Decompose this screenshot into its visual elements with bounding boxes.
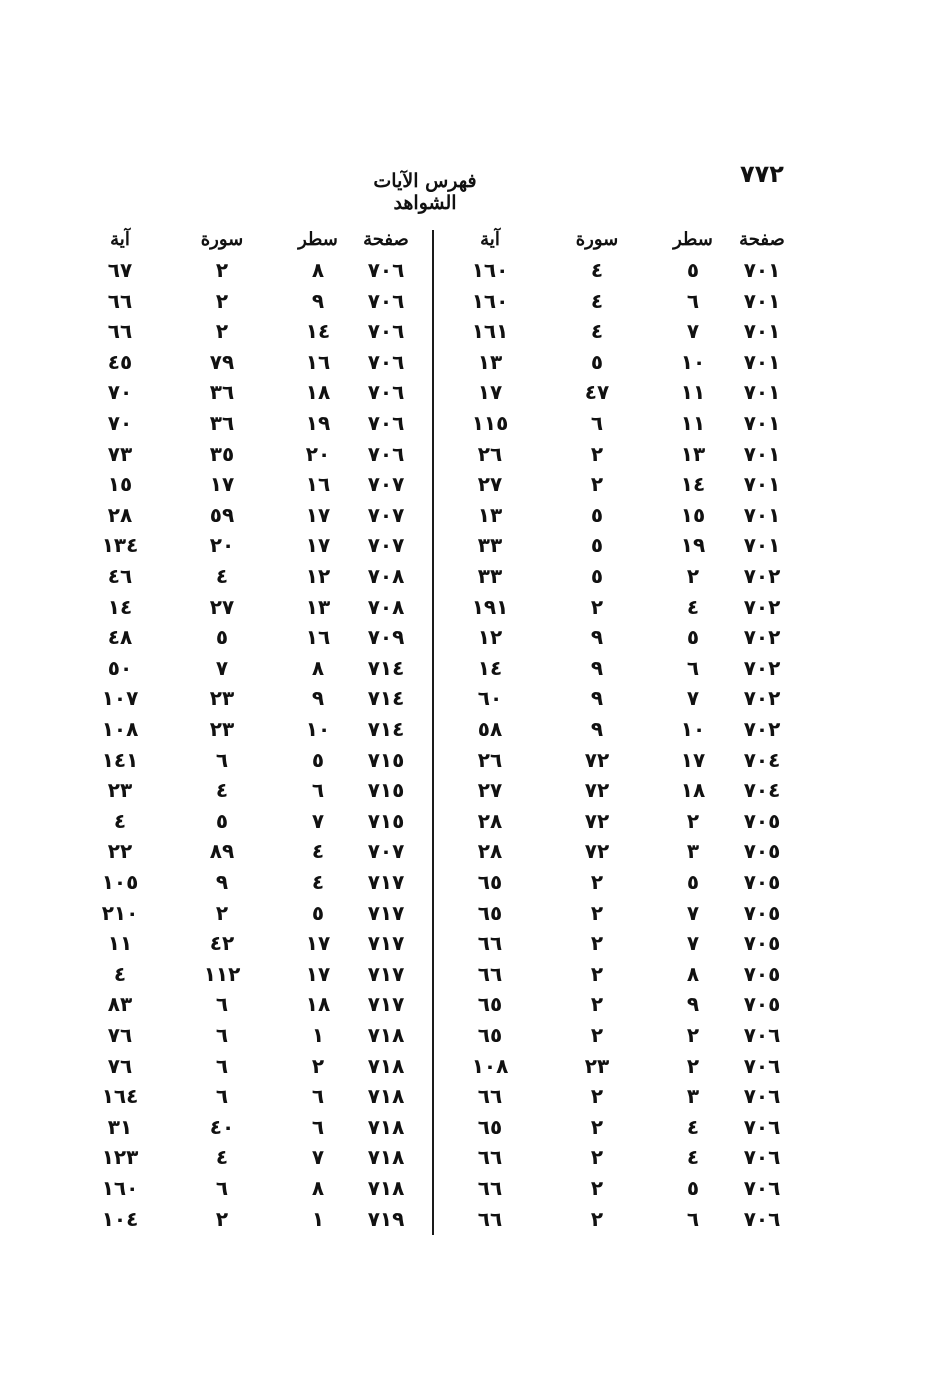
left-table-cell-surah: ١٧ bbox=[209, 472, 235, 497]
right-table-cell-page: ٧٠٦ bbox=[743, 1176, 781, 1200]
left-table-cell-ayah: ٢٨ bbox=[107, 502, 133, 527]
right-table-cell-page: ٧٠١ bbox=[743, 441, 781, 466]
right-table-cell-surah: ٢ bbox=[590, 1114, 604, 1139]
left-table-cell-surah: ٣٥ bbox=[209, 441, 235, 466]
right-table-cell-surah: ٢٣ bbox=[584, 1053, 610, 1078]
right-table-cell-page: ٧٠٦ bbox=[743, 1023, 781, 1047]
left-table-cell-surah: ٨٩ bbox=[209, 839, 235, 864]
right-table-cell-ayah: ٦٦ bbox=[477, 961, 503, 986]
left-table-cell-ayah: ٢١٠ bbox=[101, 900, 139, 925]
right-table-cell-line: ٦ bbox=[686, 1206, 700, 1231]
right-table-cell-surah: ٢ bbox=[590, 472, 604, 497]
left-table-cell-page: ٧١٤ bbox=[367, 717, 405, 741]
right-table-cell-ayah: ٢٧ bbox=[477, 778, 503, 803]
left-table-cell-ayah: ١٣٤ bbox=[101, 533, 139, 558]
right-table-cell-ayah: ٢٨ bbox=[477, 808, 503, 833]
right-table-cell-surah: ٢ bbox=[590, 870, 604, 894]
left-table-cell-surah: ٢ bbox=[215, 900, 229, 925]
right-table-cell-surah: ٤ bbox=[590, 288, 604, 313]
right-table-header-surah: سورة bbox=[575, 229, 619, 250]
left-table-cell-ayah: ٦٦ bbox=[107, 319, 133, 344]
right-table-cell-ayah: ١٤ bbox=[477, 655, 503, 680]
left-table-cell-line: ١٩ bbox=[305, 411, 331, 435]
left-table-cell-surah: ٢ bbox=[215, 319, 229, 344]
page-title: فهرس الآيات الشواهد bbox=[373, 170, 477, 214]
left-table-cell-page: ٧٠٧ bbox=[367, 502, 405, 527]
right-table-cell-ayah: ٥٨ bbox=[477, 717, 503, 741]
left-table-cell-page: ٧١٨ bbox=[367, 1114, 405, 1139]
left-table-cell-page: ٧٠٧ bbox=[367, 472, 405, 497]
right-table-cell-surah: ٢ bbox=[590, 1023, 604, 1047]
right-table-cell-ayah: ٢٦ bbox=[477, 747, 503, 772]
left-table-cell-page: ٧١٨ bbox=[367, 1084, 405, 1109]
left-table-cell-surah: ٦ bbox=[215, 747, 229, 772]
left-table-cell-line: ٨ bbox=[311, 1176, 325, 1200]
left-table-cell-surah: ٦ bbox=[215, 1176, 229, 1200]
left-table-cell-surah: ٢ bbox=[215, 1206, 229, 1231]
left-table-cell-line: ٦ bbox=[311, 778, 325, 803]
right-table-cell-surah: ٥ bbox=[590, 533, 604, 558]
right-table-cell-surah: ٤٧ bbox=[584, 380, 610, 405]
left-table-cell-surah: ٤٢ bbox=[209, 931, 235, 956]
left-table-header-surah: سورة bbox=[200, 229, 244, 250]
left-table-cell-surah: ٢٣ bbox=[209, 717, 235, 741]
left-table-cell-surah: ٢ bbox=[215, 258, 229, 282]
right-table-cell-line: ٢ bbox=[686, 808, 700, 833]
left-table-cell-ayah: ٦٧ bbox=[107, 258, 133, 282]
left-table-cell-page: ٧١٨ bbox=[367, 1145, 405, 1170]
left-table-cell-page: ٧٠٦ bbox=[367, 319, 405, 344]
right-table-cell-page: ٧٠٢ bbox=[743, 564, 781, 588]
right-table-cell-surah: ٢ bbox=[590, 1084, 604, 1109]
left-table-cell-line: ٨ bbox=[311, 655, 325, 680]
right-table-cell-surah: ٧٢ bbox=[584, 778, 610, 803]
right-table-cell-page: ٧٠١ bbox=[743, 319, 781, 344]
left-table-cell-surah: ٤ bbox=[215, 778, 229, 803]
left-table-cell-line: ١ bbox=[311, 1023, 325, 1047]
left-table-cell-line: ١٠ bbox=[305, 717, 331, 741]
left-table-cell-page: ٧٠٧ bbox=[367, 839, 405, 864]
right-table-cell-page: ٧٠٥ bbox=[743, 839, 781, 864]
right-table-cell-line: ١١ bbox=[680, 380, 706, 405]
left-table-cell-surah: ٤٠ bbox=[209, 1114, 235, 1139]
left-table-cell-page: ٧١٥ bbox=[367, 778, 405, 803]
right-table-cell-line: ٢ bbox=[686, 1053, 700, 1078]
right-table-cell-page: ٧٠٥ bbox=[743, 931, 781, 956]
right-table-cell-ayah: ١٧ bbox=[477, 380, 503, 405]
right-table-cell-line: ١٠ bbox=[680, 349, 706, 374]
right-table-cell-page: ٧٠١ bbox=[743, 258, 781, 282]
right-table-cell-surah: ٢ bbox=[590, 1176, 604, 1200]
right-table-cell-surah: ٩ bbox=[590, 655, 604, 680]
right-table-cell-line: ١٠ bbox=[680, 717, 706, 741]
right-table-cell-ayah: ١٣ bbox=[477, 502, 503, 527]
right-table-cell-page: ٧٠٦ bbox=[743, 1053, 781, 1078]
right-table-cell-surah: ٤ bbox=[590, 258, 604, 282]
left-table-cell-ayah: ١٦٠ bbox=[101, 1176, 139, 1200]
left-table-cell-page: ٧١٨ bbox=[367, 1176, 405, 1200]
right-table-cell-page: ٧٠٢ bbox=[743, 655, 781, 680]
left-table-cell-surah: ٩ bbox=[215, 870, 229, 894]
right-table-cell-line: ٤ bbox=[686, 1114, 700, 1139]
left-table-cell-ayah: ١٢٣ bbox=[101, 1145, 139, 1170]
right-table-cell-ayah: ١٦١ bbox=[471, 319, 509, 344]
right-table-cell-page: ٧٠٤ bbox=[743, 747, 781, 772]
left-table-cell-page: ٧٠٦ bbox=[367, 288, 405, 313]
right-table-cell-ayah: ٣٣ bbox=[477, 564, 503, 588]
right-table-header-line: سطر bbox=[673, 229, 713, 250]
left-table-cell-line: ٩ bbox=[311, 686, 325, 711]
left-table-cell-surah: ٤ bbox=[215, 564, 229, 588]
left-table-cell-page: ٧٠٨ bbox=[367, 564, 405, 588]
left-table-cell-page: ٧٠٦ bbox=[367, 411, 405, 435]
right-table-cell-page: ٧٠٦ bbox=[743, 1145, 781, 1170]
left-table-cell-page: ٧٠٩ bbox=[367, 625, 405, 650]
left-table-cell-surah: ٥ bbox=[215, 625, 229, 650]
left-table-header-ayah: آية bbox=[110, 229, 130, 250]
left-table-cell-ayah: ١٦٤ bbox=[101, 1084, 139, 1109]
left-table-cell-ayah: ١٠٨ bbox=[101, 717, 139, 741]
right-table-cell-line: ٧ bbox=[686, 319, 700, 344]
left-table-cell-ayah: ١٥ bbox=[107, 472, 133, 497]
right-table-cell-surah: ٢ bbox=[590, 900, 604, 925]
right-table-cell-surah: ٢ bbox=[590, 441, 604, 466]
right-table-cell-surah: ٢ bbox=[590, 1206, 604, 1231]
left-table-cell-line: ٩ bbox=[311, 288, 325, 313]
right-table-cell-ayah: ٢٦ bbox=[477, 441, 503, 466]
left-table-cell-page: ٧٠٨ bbox=[367, 594, 405, 619]
left-table-cell-page: ٧١٨ bbox=[367, 1023, 405, 1047]
left-table-cell-surah: ٦ bbox=[215, 992, 229, 1017]
left-table-cell-page: ٧٠٦ bbox=[367, 258, 405, 282]
left-table-cell-line: ١٨ bbox=[305, 992, 331, 1017]
left-table-cell-line: ٤ bbox=[311, 839, 325, 864]
right-table-cell-ayah: ١١٥ bbox=[471, 411, 509, 435]
right-table-cell-line: ٥ bbox=[686, 870, 700, 894]
right-table-cell-surah: ٤ bbox=[590, 319, 604, 344]
right-table-cell-surah: ٢ bbox=[590, 931, 604, 956]
right-table-cell-ayah: ١٦٠ bbox=[471, 288, 509, 313]
left-table-cell-ayah: ١٤١ bbox=[101, 747, 139, 772]
right-table-cell-line: ٣ bbox=[686, 1084, 700, 1109]
left-table-cell-line: ٥ bbox=[311, 747, 325, 772]
left-table-cell-ayah: ٤ bbox=[113, 961, 127, 986]
left-table-cell-ayah: ٨٣ bbox=[107, 992, 133, 1017]
right-table-cell-line: ٦ bbox=[686, 655, 700, 680]
left-table-cell-surah: ١١٢ bbox=[203, 961, 241, 986]
right-table-cell-ayah: ١٠٨ bbox=[471, 1053, 509, 1078]
right-table-cell-page: ٧٠١ bbox=[743, 380, 781, 405]
right-table-cell-page: ٧٠٢ bbox=[743, 717, 781, 741]
right-table-cell-line: ٥ bbox=[686, 1176, 700, 1200]
left-table-cell-line: ٦ bbox=[311, 1114, 325, 1139]
right-table-header-page: صفحة bbox=[739, 229, 785, 250]
right-table-cell-ayah: ١٦٠ bbox=[471, 258, 509, 282]
right-table-cell-page: ٧٠١ bbox=[743, 288, 781, 313]
right-table-cell-page: ٧٠٥ bbox=[743, 992, 781, 1017]
right-table-cell-ayah: ٦٦ bbox=[477, 1084, 503, 1109]
right-table-cell-surah: ٩ bbox=[590, 625, 604, 650]
left-table-cell-line: ١٧ bbox=[305, 931, 331, 956]
left-table-cell-ayah: ١٠٥ bbox=[101, 870, 139, 894]
left-table-cell-page: ٧١٧ bbox=[367, 992, 405, 1017]
left-table-cell-page: ٧٠٦ bbox=[367, 349, 405, 374]
right-table-cell-page: ٧٠١ bbox=[743, 411, 781, 435]
left-table-cell-line: ١٧ bbox=[305, 961, 331, 986]
left-table-cell-line: ١٢ bbox=[305, 564, 331, 588]
right-table-cell-line: ٢ bbox=[686, 564, 700, 588]
left-table-cell-surah: ٥٩ bbox=[209, 502, 235, 527]
right-table-cell-ayah: ٦٥ bbox=[477, 900, 503, 925]
right-table-cell-line: ٩ bbox=[686, 992, 700, 1017]
left-table-cell-line: ١٨ bbox=[305, 380, 331, 405]
right-table-cell-line: ٧ bbox=[686, 931, 700, 956]
left-table-cell-ayah: ٣١ bbox=[107, 1114, 133, 1139]
left-table-cell-line: ٦ bbox=[311, 1084, 325, 1109]
left-table-cell-surah: ٣٦ bbox=[209, 380, 235, 405]
left-table-cell-surah: ٥ bbox=[215, 808, 229, 833]
left-table-cell-surah: ٢٧ bbox=[209, 594, 235, 619]
left-table-cell-page: ٧١٥ bbox=[367, 747, 405, 772]
right-table-cell-surah: ٦ bbox=[590, 411, 604, 435]
right-table-cell-ayah: ٦٦ bbox=[477, 1206, 503, 1231]
left-table-cell-surah: ٣٦ bbox=[209, 411, 235, 435]
right-table-cell-line: ٧ bbox=[686, 686, 700, 711]
right-table-cell-ayah: ٢٨ bbox=[477, 839, 503, 864]
right-table-cell-page: ٧٠١ bbox=[743, 349, 781, 374]
left-table-cell-surah: ٢٣ bbox=[209, 686, 235, 711]
right-table-cell-line: ١٤ bbox=[680, 472, 706, 497]
left-table-cell-line: ٧ bbox=[311, 808, 325, 833]
right-table-cell-ayah: ٦٠ bbox=[477, 686, 503, 711]
left-table-cell-page: ٧١٧ bbox=[367, 900, 405, 925]
right-table-cell-ayah: ٦٥ bbox=[477, 992, 503, 1017]
right-table-cell-surah: ٩ bbox=[590, 686, 604, 711]
right-table-cell-line: ٥ bbox=[686, 258, 700, 282]
right-table-cell-line: ١٨ bbox=[680, 778, 706, 803]
left-table-cell-line: ١٧ bbox=[305, 533, 331, 558]
right-table-cell-ayah: ١٩١ bbox=[471, 594, 509, 619]
left-table-cell-page: ٧٠٦ bbox=[367, 380, 405, 405]
right-table-cell-page: ٧٠٥ bbox=[743, 961, 781, 986]
right-table-cell-page: ٧٠١ bbox=[743, 533, 781, 558]
left-table-cell-page: ٧١٧ bbox=[367, 931, 405, 956]
left-table-cell-line: ٨ bbox=[311, 258, 325, 282]
left-table-cell-surah: ٧٩ bbox=[209, 349, 235, 374]
right-table-cell-surah: ٥ bbox=[590, 502, 604, 527]
right-table-cell-line: ٢ bbox=[686, 1023, 700, 1047]
left-table-cell-ayah: ٦٦ bbox=[107, 288, 133, 313]
right-table-cell-page: ٧٠٥ bbox=[743, 870, 781, 894]
right-table-cell-ayah: ٦٦ bbox=[477, 931, 503, 956]
right-table-cell-page: ٧٠٦ bbox=[743, 1084, 781, 1109]
left-table-cell-surah: ٧ bbox=[215, 655, 229, 680]
left-table-cell-ayah: ٥٠ bbox=[107, 655, 133, 680]
right-table-cell-surah: ٧٢ bbox=[584, 747, 610, 772]
right-table-cell-line: ٥ bbox=[686, 625, 700, 650]
right-table-cell-line: ٨ bbox=[686, 961, 700, 986]
left-table-cell-page: ٧١٧ bbox=[367, 961, 405, 986]
left-table-cell-line: ١٣ bbox=[305, 594, 331, 619]
left-table-cell-surah: ٢٠ bbox=[209, 533, 235, 558]
left-table-cell-line: ١٦ bbox=[305, 625, 331, 650]
right-table-cell-page: ٧٠٢ bbox=[743, 594, 781, 619]
right-table-cell-line: ١٥ bbox=[680, 502, 706, 527]
left-table-cell-page: ٧١٩ bbox=[367, 1206, 405, 1231]
right-table-cell-ayah: ١٢ bbox=[477, 625, 503, 650]
right-table-cell-line: ٧ bbox=[686, 900, 700, 925]
left-table-cell-ayah: ١١ bbox=[107, 931, 133, 956]
right-table-cell-surah: ٢ bbox=[590, 961, 604, 986]
right-table-cell-page: ٧٠١ bbox=[743, 502, 781, 527]
right-table-cell-ayah: ٢٧ bbox=[477, 472, 503, 497]
left-table-cell-surah: ٦ bbox=[215, 1023, 229, 1047]
left-table-cell-ayah: ١٤ bbox=[107, 594, 133, 619]
left-table-cell-line: ١ bbox=[311, 1206, 325, 1231]
right-table-cell-surah: ٧٢ bbox=[584, 808, 610, 833]
right-table-header-ayah: آية bbox=[480, 229, 500, 250]
page-number: ٧٧٢ bbox=[740, 160, 784, 188]
left-table-cell-ayah: ٧٠ bbox=[107, 380, 133, 405]
left-table-cell-line: ١٦ bbox=[305, 472, 331, 497]
left-table-cell-ayah: ٢٣ bbox=[107, 778, 133, 803]
left-table-cell-page: ٧١٤ bbox=[367, 686, 405, 711]
right-table-cell-page: ٧٠٢ bbox=[743, 686, 781, 711]
right-table-cell-page: ٧٠٥ bbox=[743, 900, 781, 925]
left-table-header-page: صفحة bbox=[363, 229, 409, 250]
left-table-cell-surah: ٤ bbox=[215, 1145, 229, 1170]
left-table-cell-page: ٧١٧ bbox=[367, 870, 405, 894]
left-table-cell-page: ٧٠٦ bbox=[367, 441, 405, 466]
right-table-cell-page: ٧٠٦ bbox=[743, 1114, 781, 1139]
right-table-cell-surah: ٧٢ bbox=[584, 839, 610, 864]
left-table-cell-page: ٧١٥ bbox=[367, 808, 405, 833]
right-table-cell-page: ٧٠١ bbox=[743, 472, 781, 497]
right-table-cell-surah: ٩ bbox=[590, 717, 604, 741]
left-table-cell-ayah: ٧٠ bbox=[107, 411, 133, 435]
left-table-cell-line: ٢٠ bbox=[305, 441, 331, 466]
column-divider bbox=[432, 230, 434, 1235]
left-table-cell-surah: ٢ bbox=[215, 288, 229, 313]
left-table-cell-ayah: ١٠٤ bbox=[101, 1206, 139, 1231]
right-table-cell-ayah: ٦٥ bbox=[477, 1023, 503, 1047]
left-table-cell-ayah: ٤٥ bbox=[107, 349, 133, 374]
left-table-cell-page: ٧٠٧ bbox=[367, 533, 405, 558]
left-table-cell-page: ٧١٤ bbox=[367, 655, 405, 680]
right-table-cell-surah: ٥ bbox=[590, 564, 604, 588]
left-table-cell-page: ٧١٨ bbox=[367, 1053, 405, 1078]
right-table-cell-ayah: ٦٦ bbox=[477, 1145, 503, 1170]
right-table-cell-line: ٤ bbox=[686, 594, 700, 619]
right-table-cell-page: ٧٠٢ bbox=[743, 625, 781, 650]
right-table-cell-ayah: ٦٥ bbox=[477, 1114, 503, 1139]
right-table-cell-page: ٧٠٥ bbox=[743, 808, 781, 833]
left-table-cell-line: ٢ bbox=[311, 1053, 325, 1078]
right-table-cell-page: ٧٠٤ bbox=[743, 778, 781, 803]
right-table-cell-ayah: ٦٥ bbox=[477, 870, 503, 894]
right-table-cell-surah: ٢ bbox=[590, 594, 604, 619]
right-table-cell-line: ٤ bbox=[686, 1145, 700, 1170]
right-table-cell-ayah: ١٣ bbox=[477, 349, 503, 374]
left-table-cell-ayah: ٧٦ bbox=[107, 1023, 133, 1047]
right-table-cell-surah: ٢ bbox=[590, 992, 604, 1017]
left-table-cell-line: ١٧ bbox=[305, 502, 331, 527]
right-table-cell-line: ١٧ bbox=[680, 747, 706, 772]
left-table-cell-line: ٤ bbox=[311, 870, 325, 894]
left-table-cell-ayah: ٤٦ bbox=[107, 564, 133, 588]
left-table-cell-ayah: ٧٣ bbox=[107, 441, 133, 466]
left-table-cell-ayah: ٤ bbox=[113, 808, 127, 833]
right-table-cell-line: ٣ bbox=[686, 839, 700, 864]
left-table-cell-line: ٥ bbox=[311, 900, 325, 925]
left-table-cell-ayah: ٤٨ bbox=[107, 625, 133, 650]
left-table-cell-line: ١٦ bbox=[305, 349, 331, 374]
right-table-cell-line: ٦ bbox=[686, 288, 700, 313]
left-table-cell-surah: ٦ bbox=[215, 1053, 229, 1078]
right-table-cell-line: ١٣ bbox=[680, 441, 706, 466]
right-table-cell-ayah: ٣٣ bbox=[477, 533, 503, 558]
right-table-cell-surah: ٥ bbox=[590, 349, 604, 374]
left-table-cell-ayah: ١٠٧ bbox=[101, 686, 139, 711]
left-table-header-line: سطر bbox=[298, 229, 338, 250]
left-table-cell-line: ١٤ bbox=[305, 319, 331, 344]
right-table-cell-surah: ٢ bbox=[590, 1145, 604, 1170]
left-table-cell-surah: ٦ bbox=[215, 1084, 229, 1109]
right-table-cell-page: ٧٠٦ bbox=[743, 1206, 781, 1231]
right-table-cell-ayah: ٦٦ bbox=[477, 1176, 503, 1200]
right-table-cell-line: ١٩ bbox=[680, 533, 706, 558]
left-table-cell-line: ٧ bbox=[311, 1145, 325, 1170]
left-table-cell-ayah: ٢٢ bbox=[107, 839, 133, 864]
right-table-cell-line: ١١ bbox=[680, 411, 706, 435]
left-table-cell-ayah: ٧٦ bbox=[107, 1053, 133, 1078]
